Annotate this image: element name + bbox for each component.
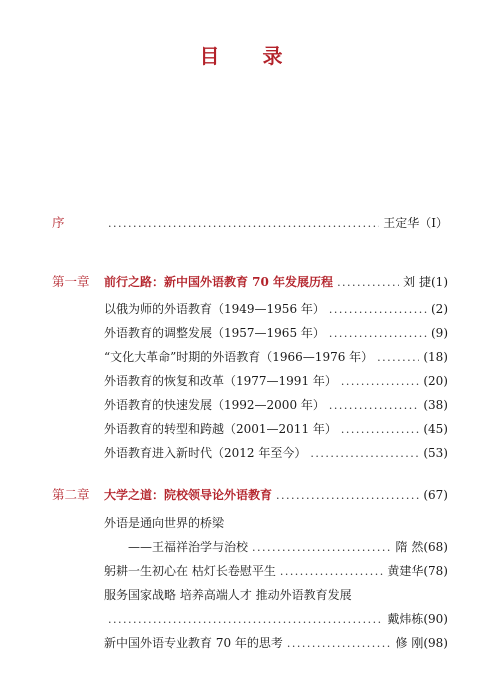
leader-dots: [377, 349, 419, 367]
entry-page: (90): [423, 612, 448, 626]
entry-page: (53): [423, 446, 448, 460]
entry-author: 刘 捷: [403, 275, 431, 289]
entry-title: 外语教育的调整发展（1957—1965 年）: [104, 326, 325, 340]
leader-dots: [287, 635, 392, 653]
page-title: 目 录: [199, 44, 301, 68]
toc-entry[interactable]: [104, 420, 448, 439]
leader-dots: [252, 539, 392, 557]
toc-entry-chapter-2[interactable]: [52, 486, 448, 505]
leader-dots: [276, 487, 419, 505]
entry-title: 外语教育的转型和跨越（2001—2011 年）: [104, 422, 337, 436]
entry-author: 隋 然: [395, 540, 424, 554]
toc-entry[interactable]: [104, 300, 448, 319]
toc-entry-chapter-1[interactable]: [52, 273, 448, 292]
entry-page: (38): [423, 398, 448, 412]
entry-title: “文化大革命”时期的外语教育（1966—1976 年）: [104, 350, 374, 364]
toc-entry[interactable]: [104, 348, 448, 367]
entry-page: （Ⅰ）: [419, 216, 448, 230]
toc-entry[interactable]: [104, 634, 448, 653]
entry-title: 外语教育的恢复和改革（1977—1991 年）: [104, 374, 337, 388]
entry-label: 第二章: [52, 487, 90, 502]
entry-title: 以俄为师的外语教育（1949—1956 年）: [104, 302, 325, 316]
leader-dots: [108, 611, 383, 629]
entry-page: (98): [423, 636, 448, 650]
entry-page: (1): [431, 275, 448, 289]
leader-dots: [329, 301, 427, 319]
entry-page: (45): [423, 422, 448, 436]
entry-title: 前行之路：新中国外语教育 70 年发展历程: [104, 275, 334, 289]
toc-entry[interactable]: [104, 324, 448, 343]
leader-dots: [310, 445, 419, 463]
entry-author: 王定华: [383, 216, 420, 230]
leader-dots: [108, 215, 379, 233]
toc-entry[interactable]: [104, 562, 448, 581]
entry-author: 修 刚: [395, 636, 424, 650]
entry-label: 第一章: [52, 274, 90, 289]
toc-entry[interactable]: [104, 396, 448, 415]
toc-entry[interactable]: [104, 372, 448, 391]
entry-page: (18): [423, 350, 448, 364]
entry-author: 戴炜栋: [387, 612, 424, 626]
entry-title: 外语教育进入新时代（2012 年至今）: [104, 446, 307, 460]
leader-dots: [341, 373, 419, 391]
entry-page: (9): [431, 326, 448, 340]
toc-entry[interactable]: [128, 538, 448, 557]
entry-title: 新中国外语专业教育 70 年的思考: [104, 636, 283, 650]
leader-dots: [280, 563, 384, 581]
entry-page: (78): [423, 564, 448, 578]
leader-dots: [341, 421, 419, 439]
entry-title: 大学之道：院校领导论外语教育: [104, 488, 273, 502]
toc-entry[interactable]: [104, 586, 448, 604]
toc-entry[interactable]: [104, 514, 448, 532]
entry-title: ——王福祥治学与治校: [128, 540, 249, 554]
entry-author: 黄建华: [387, 564, 424, 578]
entry-page: (68): [423, 540, 448, 554]
entry-page: (20): [423, 374, 448, 388]
entry-title: 服务国家战略 培养高端人才 推动外语教育发展: [104, 588, 352, 602]
entry-label: 序: [52, 215, 65, 230]
toc-entry-preface[interactable]: [52, 214, 448, 233]
toc-entry[interactable]: [104, 444, 448, 463]
leader-dots: [329, 325, 427, 343]
leader-dots: [337, 274, 399, 292]
toc-entry[interactable]: [104, 610, 448, 629]
entry-title: 外语教育的快速发展（1992—2000 年）: [104, 398, 325, 412]
leader-dots: [329, 397, 419, 415]
entry-title: 躬耕一生初心在 枯灯长卷慰平生: [104, 564, 276, 578]
entry-page: (67): [423, 488, 448, 502]
entry-page: (2): [431, 302, 448, 316]
entry-title: 外语是通向世界的桥梁: [104, 516, 225, 530]
